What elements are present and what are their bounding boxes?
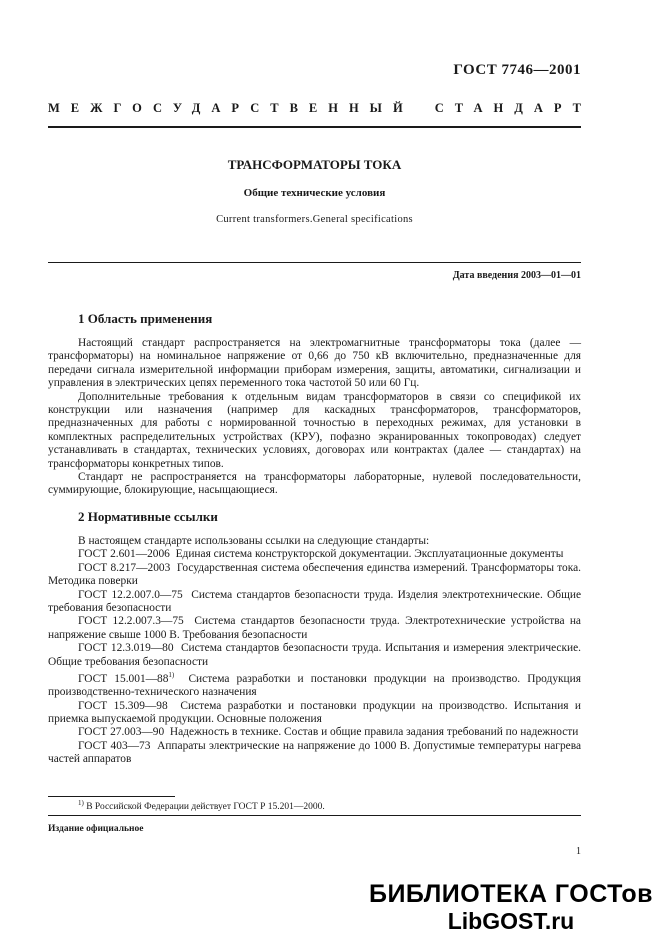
interstate-standard-banner [48,101,592,116]
reference-item [48,700,581,727]
reference-text: Система стандартов безопасности труда. Изделия электротехнические. Общие требования безопасности [48,588,582,615]
english-title: Current transformers.General specifications [216,214,413,225]
reference-item [48,562,581,589]
document-subtitle: Общие технические условия [243,187,386,199]
reference-text: Система стандартов безопасности труда. Испытания и измерения электрические. Общие требования безопасности [48,642,582,668]
reference-code: ГОСТ 12.2.007.3—75 [78,615,184,628]
section-1-paragraph: Стандарт не распространяется на трансформаторы лабораторные, нулевой последовательности, суммирующие, блокирующие, насыщающиеся. [48,471,581,497]
reference-item [48,548,581,561]
reference-text: Государственная система обеспечения единства измерений. Трансформаторы тока. Методика поверки [48,561,582,588]
official-edition-label: Издание официальное [48,824,144,834]
banner-word-interstate: МЕЖГОСУДАРСТВЕННЫЙ [48,101,414,115]
reference-code: ГОСТ 27.003—90 [78,726,165,739]
reference-code: ГОСТ 15.001—88 [78,672,169,685]
reference-item [48,615,581,642]
reference-code: ГОСТ 15.309—98 [78,699,168,712]
banner-word-standard: СТАНДАРТ [434,101,592,115]
reference-text: Единая система конструкторской документации. Эксплуатационные документы [175,548,564,561]
watermark-title: БИБЛИОТЕКА ГОСТов [368,880,653,908]
reference-text: Система разработки и постановки продукции на производство. Продукция производственно-технического назначения [48,672,581,699]
bottom-divider [48,815,581,816]
reference-code: ГОСТ 12.3.019—80 [78,642,174,655]
reference-code: ГОСТ 12.2.007.0—75 [78,588,183,601]
normative-references-list [48,535,581,767]
references-intro: В настоящем стандарте использованы ссылки на следующие стандарты: [78,535,430,547]
footnote-mark: 1) [78,799,84,807]
reference-text: Система разработки и постановки продукции на производство. Испытания и приемка выпускаемой продукции. Основные положения [48,699,581,726]
title-divider [48,262,581,263]
reference-code: ГОСТ 403—73 [78,739,151,752]
document-title: ТРАНСФОРМАТОРЫ ТОКА [227,157,402,172]
reference-text: Надежность в технике. Состав и общие правила задания требований по надежности [169,726,579,739]
section-1-paragraph: Настоящий стандарт распространяется на электромагнитные трансформаторы тока (далее — трансформаторы) на номинальное напряжение от 0,66 до 750 кВ включительно, предназначенные для передачи сигнала измерительной информации приборам измерения, защиты, автоматики, сигнализации и управления в электрических цепях переменного тока частотой 50 или 60 Гц. [48,337,581,390]
reference-item [48,726,581,739]
section-1-paragraph: Дополнительные требования к отдельным видам трансформаторов в связи со спецификой их конструкции или назначения (например для каскадных трансформаторов, трансформаторов, предназначенных для работы с нормированной точностью в переходных режимах, для установки в комплектных распределительных устройствах (КРУ), пофазно экранированных токопроводах) следует устанавливать в стандартах, технических условиях, договорах или контрактах (далее — стандартах) на трансформаторы конкретных типов. [48,390,581,470]
reference-item [48,740,581,767]
document-number: ГОСТ 7746—2001 [453,62,581,78]
reference-item [48,589,581,616]
section-1-body [48,337,581,498]
effective-date: Дата введения 2003—01—01 [452,270,581,281]
footnote-text: В Российской Федерации действует ГОСТ Р 15.201—2000. [86,802,325,813]
footnote [78,799,325,812]
section-2-heading: 2 Нормативные ссылки [78,509,218,524]
library-watermark [369,880,653,934]
reference-code: ГОСТ 8.217—2003 [78,561,171,574]
reference-code: ГОСТ 2.601—2006 [78,548,170,561]
reference-text: Аппараты электрические на напряжение до 1000 В. Допустимые температуры нагрева частей аппаратов [48,739,581,766]
reference-item [48,669,581,700]
header-divider [48,126,581,128]
watermark-site: LibGOST.ru [447,908,575,934]
section-1-heading: 1 Область применения [78,311,213,326]
footnote-marker: 1) [168,671,175,680]
page-number: 1 [576,846,581,857]
footnote-divider [48,796,175,797]
reference-item [48,642,581,669]
reference-text: Система стандартов безопасности труда. Электротехнические устройства на напряжение свыше 1000 В. Требования безопасности [48,615,581,641]
